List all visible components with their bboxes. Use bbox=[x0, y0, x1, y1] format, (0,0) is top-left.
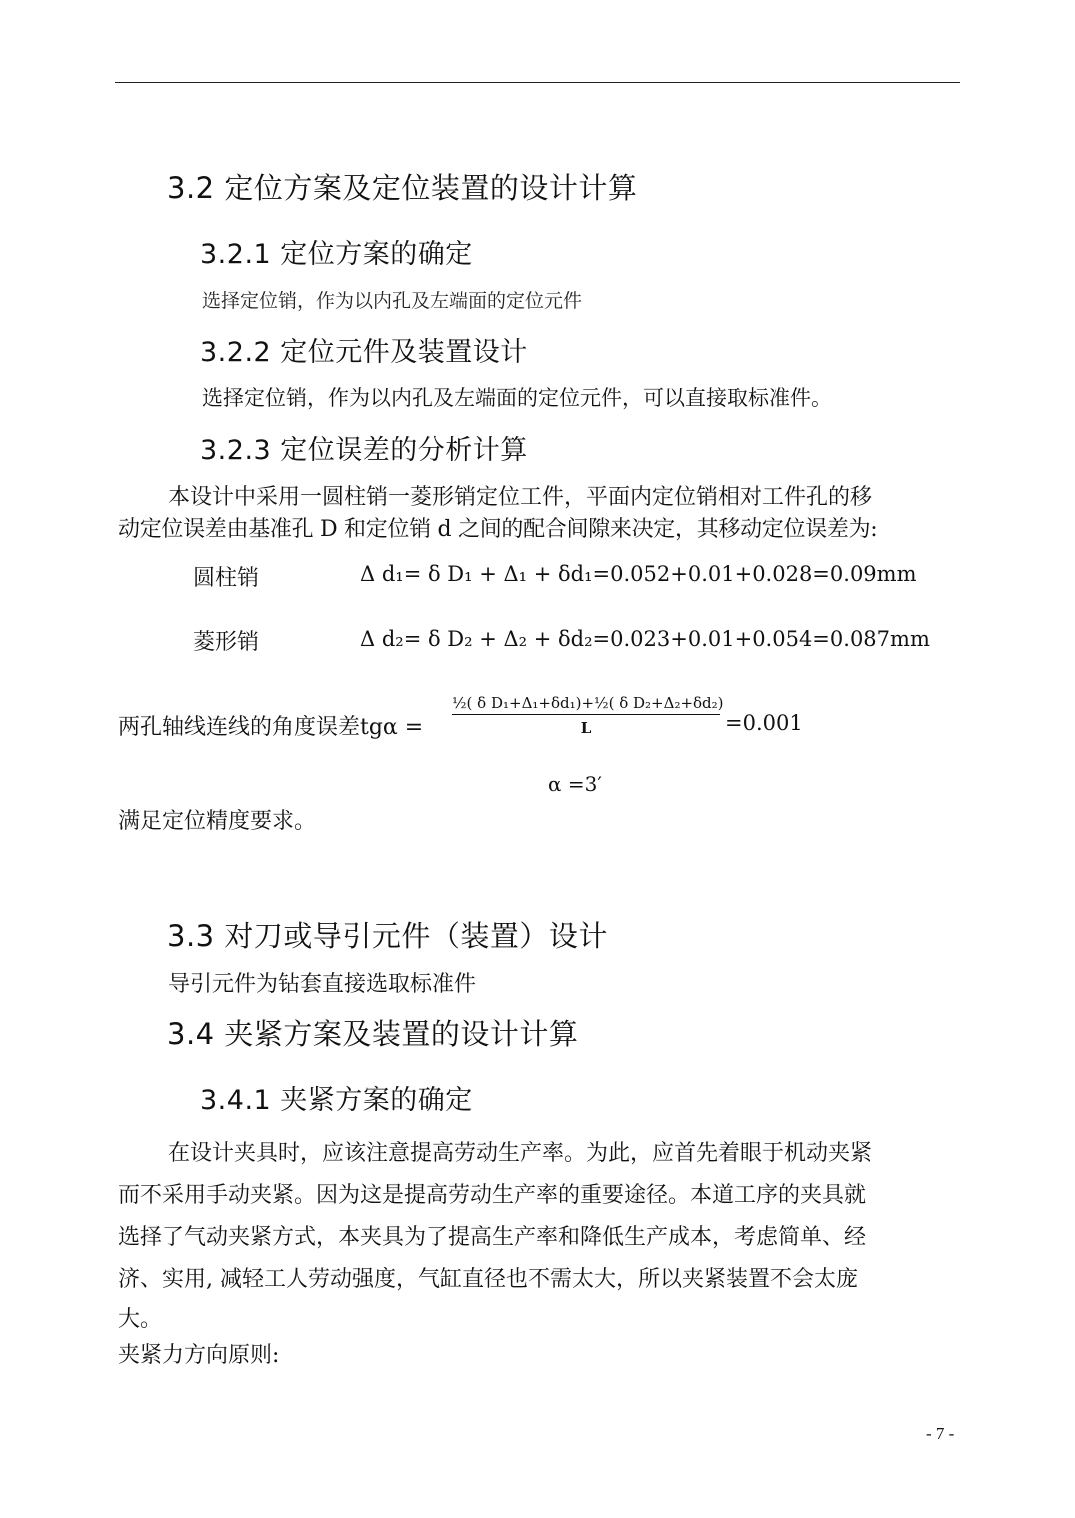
page-number: - 7 - bbox=[926, 1424, 955, 1443]
heading-3-2-1: 3.2.1 定位方案的确定 bbox=[200, 239, 473, 270]
heading-3-4-1: 3.4.1 夹紧方案的确定 bbox=[200, 1085, 473, 1116]
header-rule bbox=[115, 82, 960, 83]
heading-3-2: 3.2 定位方案及定位装置的设计计算 bbox=[167, 171, 638, 205]
paragraph-3-2-3-line1: 本设计中采用一圆柱销一菱形销定位工件，平面内定位销相对工件孔的移 bbox=[168, 485, 873, 510]
fraction-denominator: L bbox=[580, 719, 592, 737]
paragraph-3-4-1-line3: 选择了气动夹紧方式，本夹具为了提高生产率和降低生产成本，考虑简单、经 bbox=[118, 1225, 867, 1250]
paragraph-3-4-1-line1: 在设计夹具时，应该注意提高劳动生产率。为此，应首先着眼于机动夹紧 bbox=[168, 1141, 873, 1166]
paragraph-3-4-1-line4: 济、实用, 减轻工人劳动强度，气缸直径也不需太大，所以夹紧装置不会太庞 bbox=[118, 1267, 858, 1292]
pin-cylinder-label: 圆柱销 bbox=[193, 566, 260, 591]
heading-3-2-2: 3.2.2 定位元件及装置设计 bbox=[200, 337, 528, 368]
heading-3-3: 3.3 对刀或导引元件（装置）设计 bbox=[167, 919, 608, 953]
clamping-direction-heading: 夹紧力方向原则: bbox=[118, 1343, 280, 1368]
pin-diamond-formula: Δ d₂= δ D₂ + Δ₂ + δd₂=0.023+0.01+0.054=0.087mm bbox=[360, 627, 930, 651]
pin-diamond-label: 菱形销 bbox=[193, 630, 260, 655]
text-3-2-2: 选择定位销，作为以内孔及左端面的定位元件，可以直接取标准件。 bbox=[202, 386, 832, 410]
fraction-numerator: ½( δ D₁+Δ₁+δd₁)+½( δ D₂+Δ₂+δd₂) bbox=[452, 694, 720, 715]
alpha-value: α =3′ bbox=[548, 772, 602, 796]
conclusion: 满足定位精度要求。 bbox=[118, 809, 317, 834]
paragraph-3-2-3-line2: 动定位误差由基准孔 D 和定位销 d 之间的配合间隙来决定，其移动定位误差为: bbox=[118, 517, 878, 542]
paragraph-3-4-1-line2: 而不采用手动夹紧。因为这是提高劳动生产率的重要途径。本道工序的夹具就 bbox=[118, 1183, 867, 1208]
text-3-3: 导引元件为钻套直接选取标准件 bbox=[168, 972, 477, 997]
text-3-2-1: 选择定位销，作为以内孔及左端面的定位元件 bbox=[202, 290, 583, 312]
paragraph-3-4-1-line5: 大。 bbox=[118, 1307, 163, 1332]
angle-error-result: =0.001 bbox=[725, 711, 803, 735]
heading-3-2-3: 3.2.3 定位误差的分析计算 bbox=[200, 435, 528, 466]
angle-error-label: 两孔轴线连线的角度误差tgα = bbox=[118, 715, 424, 740]
angle-error-fraction bbox=[452, 694, 724, 737]
heading-3-4: 3.4 夹紧方案及装置的设计计算 bbox=[167, 1017, 579, 1051]
pin-cylinder-formula: Δ d₁= δ D₁ + Δ₁ + δd₁=0.052+0.01+0.028=0.09mm bbox=[360, 562, 917, 586]
